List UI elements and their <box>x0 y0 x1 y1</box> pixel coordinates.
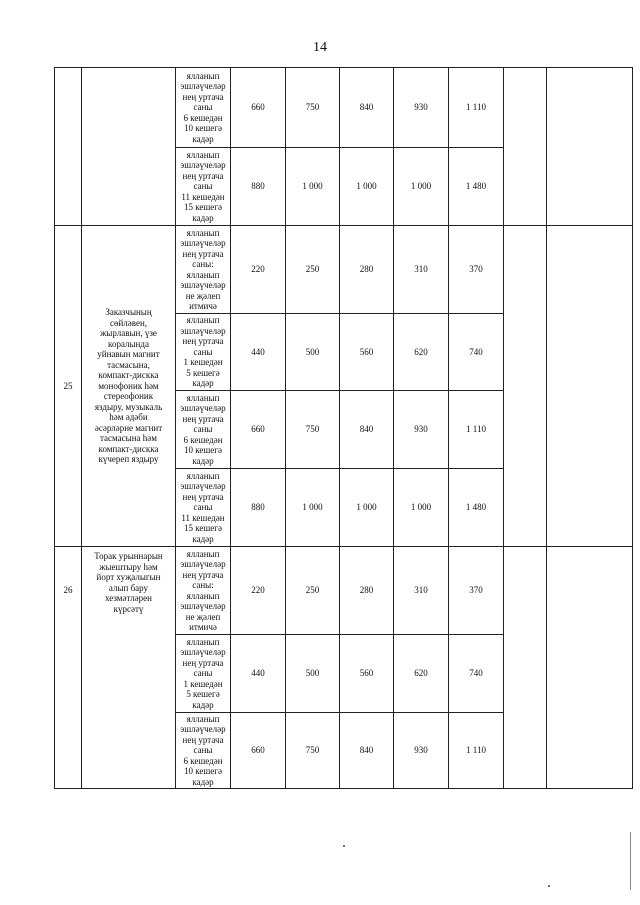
value-cell: 500 <box>286 635 340 713</box>
value-cell: 560 <box>340 635 394 713</box>
empty-cell <box>504 68 547 226</box>
row-number <box>55 68 82 226</box>
condition-cell: ялланып эшләүчеләр нең уртача саны 6 кешедән 10 кешегә кадәр <box>176 68 231 148</box>
table-row <box>55 547 633 635</box>
value-cell: 220 <box>231 547 286 635</box>
row-number: 25 <box>55 226 82 547</box>
condition-cell: ялланып эшләүчеләр нең уртача саны 1 кешедән 5 кешегә кадәр <box>176 635 231 713</box>
value-cell: 560 <box>340 314 394 391</box>
empty-cell <box>547 68 633 226</box>
empty-cell <box>547 547 633 789</box>
value-cell: 1 000 <box>286 469 340 547</box>
value-cell: 620 <box>394 314 449 391</box>
scan-speck <box>343 845 345 847</box>
value-cell: 750 <box>286 391 340 469</box>
value-cell: 220 <box>231 226 286 314</box>
empty-cell <box>504 547 547 789</box>
value-cell: 880 <box>231 148 286 226</box>
value-cell: 1 000 <box>340 469 394 547</box>
value-cell: 1 110 <box>449 391 504 469</box>
value-cell: 370 <box>449 547 504 635</box>
value-cell: 1 000 <box>394 469 449 547</box>
value-cell: 880 <box>231 469 286 547</box>
value-cell: 660 <box>231 391 286 469</box>
tariff-table <box>54 67 633 789</box>
value-cell: 1 000 <box>340 148 394 226</box>
value-cell: 750 <box>286 713 340 789</box>
value-cell: 1 000 <box>394 148 449 226</box>
value-cell: 1 000 <box>286 148 340 226</box>
condition-cell: ялланып эшләүчеләр нең уртача саны: ялланып эшләүчеләр не җәлеп итмичә <box>176 547 231 635</box>
condition-cell: ялланып эшләүчеләр нең уртача саны 6 кешедән 10 кешегә кадәр <box>176 391 231 469</box>
value-cell: 280 <box>340 547 394 635</box>
value-cell: 840 <box>340 391 394 469</box>
value-cell: 1 480 <box>449 469 504 547</box>
value-cell: 1 480 <box>449 148 504 226</box>
value-cell: 440 <box>231 635 286 713</box>
value-cell: 660 <box>231 713 286 789</box>
condition-cell: ялланып эшләүчеләр нең уртача саны 6 кешедән 10 кешегә кадәр <box>176 713 231 789</box>
value-cell: 1 110 <box>449 713 504 789</box>
value-cell: 310 <box>394 226 449 314</box>
value-cell: 250 <box>286 226 340 314</box>
value-cell: 840 <box>340 68 394 148</box>
value-cell: 740 <box>449 314 504 391</box>
value-cell: 440 <box>231 314 286 391</box>
table-row <box>55 226 633 314</box>
value-cell: 840 <box>340 713 394 789</box>
value-cell: 930 <box>394 391 449 469</box>
service-description: Заказчының сөйләвен, жырлавын, үзе коралында уйнавын магнит тасмасына, компакт-дискка монофоник һәм стереофоник яздыру, музыкаль һәм әдәби әсәрләрне магнит тасмасына һәм компакт-дискка күчереп яздыру <box>82 226 176 547</box>
empty-cell <box>504 226 547 547</box>
value-cell: 750 <box>286 68 340 148</box>
condition-cell: ялланып эшләүчеләр нең уртача саны 11 кешедән 15 кешегә кадәр <box>176 469 231 547</box>
service-description <box>82 68 176 226</box>
value-cell: 1 110 <box>449 68 504 148</box>
value-cell: 250 <box>286 547 340 635</box>
value-cell: 660 <box>231 68 286 148</box>
value-cell: 740 <box>449 635 504 713</box>
condition-cell: ялланып эшләүчеләр нең уртача саны 11 кешедән 15 кешегә кадәр <box>176 148 231 226</box>
value-cell: 280 <box>340 226 394 314</box>
value-cell: 930 <box>394 713 449 789</box>
row-number: 26 <box>55 547 82 789</box>
table-row <box>55 68 633 148</box>
value-cell: 370 <box>449 226 504 314</box>
condition-cell: ялланып эшләүчеләр нең уртача саны 1 кешедән 5 кешегә кадәр <box>176 314 231 391</box>
page-number: 14 <box>313 40 327 55</box>
scan-speck <box>548 885 550 887</box>
scan-edge-mark <box>630 832 631 890</box>
value-cell: 310 <box>394 547 449 635</box>
service-description: Торак урыннарын жыештыру һәм йорт хуҗалыгын алып бару хезмәтләрен күрсәтү <box>82 547 176 789</box>
condition-cell: ялланып эшләүчеләр нең уртача саны: ялланып эшләүчеләр не җәлеп итмичә <box>176 226 231 314</box>
value-cell: 500 <box>286 314 340 391</box>
value-cell: 620 <box>394 635 449 713</box>
value-cell: 930 <box>394 68 449 148</box>
empty-cell <box>547 226 633 547</box>
